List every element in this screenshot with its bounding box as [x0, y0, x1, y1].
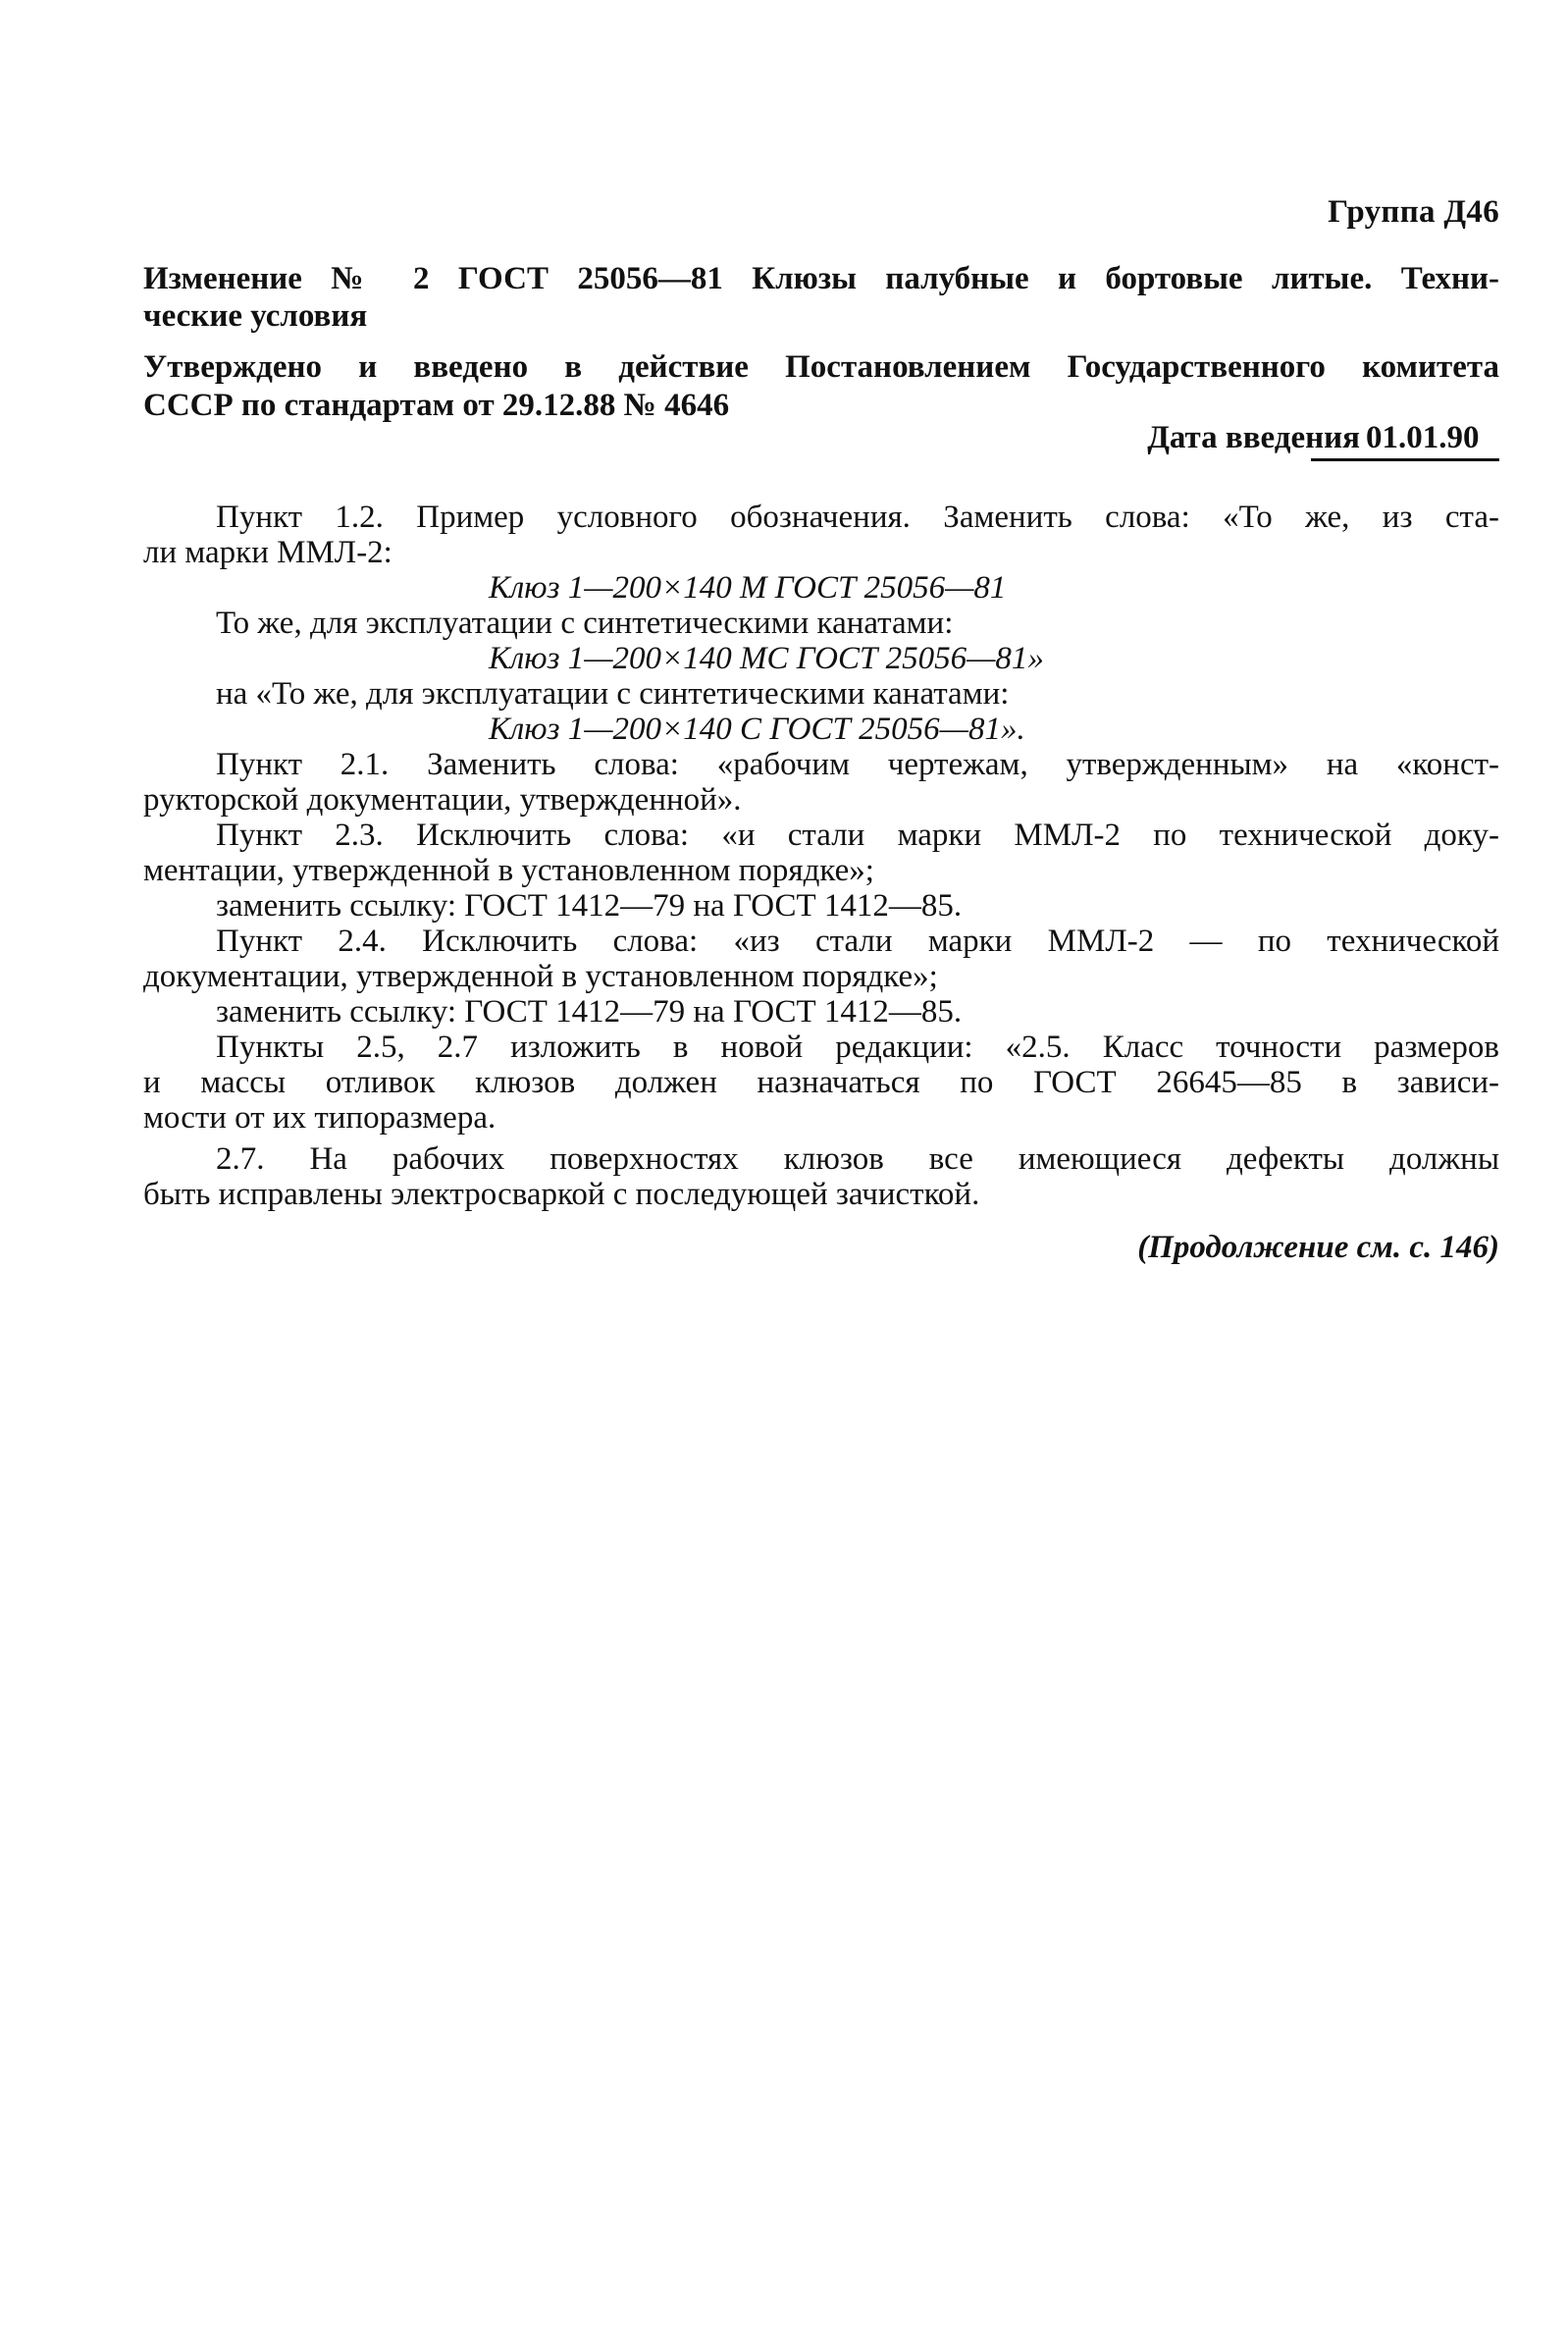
effective-date-label: Дата введения [1147, 420, 1360, 455]
item-1-2-line-4: на «То же, для эксплуатации с синтетическими канатами: [216, 676, 1010, 712]
item-2-4-line-3: заменить ссылку: ГОСТ 1412—79 на ГОСТ 1412—85. [216, 994, 963, 1030]
approval-line-1: Утверждено и введено в действие Постановлением Государственного комитета [143, 349, 1499, 385]
effective-date-value: 01.01.90 [1366, 420, 1480, 455]
item-2-7-line-1: 2.7. На рабочих поверхностях клюзов все имеющиеся дефекты должны [216, 1141, 1499, 1177]
amendment-title-line-1: Изменение № 2 ГОСТ 25056—81 Клюзы палубные и бортовые литые. Техни- [143, 261, 1499, 296]
item-2-4-line-1: Пункт 2.4. Исключить слова: «из стали марки ММЛ-2 — по технической [216, 924, 1499, 959]
item-1-2-line-1: Пункт 1.2. Пример условного обозначения. Заменить слова: «То же, из ста- [216, 500, 1499, 535]
item-2-3-line-1: Пункт 2.3. Исключить слова: «и стали марки ММЛ-2 по технической доку- [216, 818, 1499, 853]
items-2-5-2-7-line-1: Пункты 2.5, 2.7 изложить в новой редакции: «2.5. Класс точности размеров [216, 1030, 1499, 1065]
continuation-note: (Продолжение см. с. 146) [1137, 1230, 1499, 1265]
items-2-5-2-7-line-3: мости от их типоразмера. [143, 1100, 497, 1136]
effective-date-underline [1311, 458, 1499, 461]
item-2-4-line-2: документации, утвержденной в установленном порядке»; [143, 959, 938, 994]
item-1-2-line-2: ли марки ММЛ-2: [143, 535, 392, 570]
approval-line-2: СССР по стандартам от 29.12.88 № 4646 [143, 388, 730, 423]
items-2-5-2-7-line-2: и массы отливок клюзов должен назначаться по ГОСТ 26645—85 в зависи- [143, 1065, 1499, 1100]
item-2-7-line-2: быть исправлены электросваркой с последующей зачисткой. [143, 1177, 980, 1212]
group-code: Группа Д46 [1328, 194, 1499, 230]
designation-example-3: Клюз 1—200×140 С ГОСТ 25056—81». [489, 712, 1025, 747]
item-2-3-line-3: заменить ссылку: ГОСТ 1412—79 на ГОСТ 1412—85. [216, 888, 963, 924]
item-2-3-line-2: ментации, утвержденной в установленном порядке»; [143, 853, 874, 888]
designation-example-2: Клюз 1—200×140 МС ГОСТ 25056—81» [489, 641, 1044, 676]
item-2-1-line-2: рукторской документации, утвержденной». [143, 782, 742, 818]
amendment-title-line-2: ческие условия [143, 298, 368, 334]
designation-example-1: Клюз 1—200×140 М ГОСТ 25056—81 [489, 570, 1007, 606]
item-2-1-line-1: Пункт 2.1. Заменить слова: «рабочим чертежам, утвержденным» на «конст- [216, 747, 1499, 782]
item-1-2-line-3: То же, для эксплуатации с синтетическими канатами: [216, 606, 954, 641]
